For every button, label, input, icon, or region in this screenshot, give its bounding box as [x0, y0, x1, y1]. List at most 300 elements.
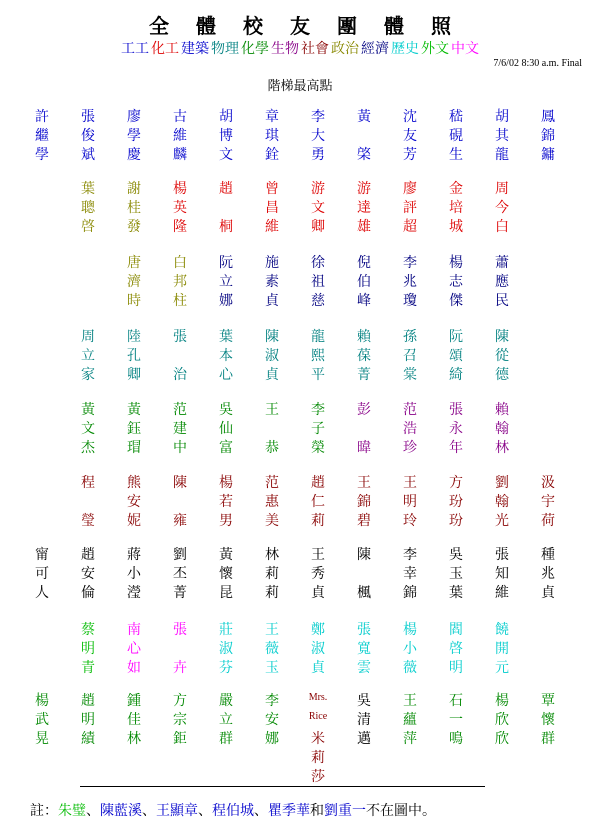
name-char: 心: [127, 641, 141, 657]
name-char: 玉: [265, 660, 279, 676]
name-char: 許: [35, 109, 49, 125]
note-name: 程伯城: [212, 803, 254, 819]
name-char: 錦: [357, 494, 371, 510]
name-char: 珍: [403, 440, 417, 456]
name-char: 明: [403, 494, 417, 510]
name-char: [76, 493, 100, 512]
person-name: [122, 621, 146, 678]
name-char: 聰: [81, 200, 95, 216]
person-name: [76, 692, 100, 749]
person-name: [398, 474, 422, 531]
name-char: 治: [173, 367, 187, 383]
person-name: [122, 328, 146, 385]
person-name: [30, 546, 54, 603]
person-name: [444, 328, 468, 385]
name-char: 英: [173, 200, 187, 216]
name-char: 佳: [127, 712, 141, 728]
person-name: [306, 474, 330, 531]
name-char: 游: [311, 181, 325, 197]
name-char: 娜: [219, 293, 233, 309]
person-name: [352, 621, 376, 678]
name-char: 貞: [265, 367, 279, 383]
name-char: 閻: [449, 622, 463, 638]
name-char: 文: [219, 147, 233, 163]
name-char: 米: [311, 731, 325, 747]
name-char: 楊: [495, 693, 509, 709]
name-char: 青: [81, 660, 95, 676]
name-char: 范: [265, 475, 279, 491]
name-char: 安: [127, 494, 141, 510]
person-name: [214, 108, 238, 165]
name-char: 宗: [173, 712, 187, 728]
name-char: 玢: [449, 494, 463, 510]
person-name: [122, 254, 146, 311]
note-name: 瞿季華: [268, 803, 310, 819]
name-char: 雲: [357, 660, 371, 676]
name-char: 孫: [403, 329, 417, 345]
name-char: 葉: [449, 585, 463, 601]
person-name: [168, 474, 192, 531]
name-char: 昌: [265, 200, 279, 216]
person-name: [306, 621, 330, 678]
name-char: 南: [127, 622, 141, 638]
name-char: 慈: [311, 293, 325, 309]
name-char: 浩: [403, 421, 417, 437]
person-name: [122, 180, 146, 237]
person-name: [536, 546, 560, 603]
name-char: 家: [81, 367, 95, 383]
person-name: [214, 180, 238, 237]
note-name: 、: [254, 803, 268, 819]
name-char: 林: [127, 731, 141, 747]
person-name: [260, 108, 284, 165]
person-name: [444, 254, 468, 311]
name-char: [168, 640, 192, 659]
name-char: 葉: [81, 181, 95, 197]
name-char: 楊: [173, 181, 187, 197]
person-name: [214, 546, 238, 603]
name-char: 玉: [449, 566, 463, 582]
name-char: 趙: [81, 693, 95, 709]
name-char: 黃: [127, 402, 141, 418]
name-char: 杰: [81, 440, 95, 456]
name-char: 陸: [127, 329, 141, 345]
name-char: 培: [449, 200, 463, 216]
person-name: [301, 692, 335, 787]
name-char: 富: [219, 440, 233, 456]
name-char: 兆: [541, 566, 555, 582]
department-label: 政治: [331, 41, 359, 57]
name-char: 蕭: [495, 255, 509, 271]
name-char: 元: [495, 660, 509, 676]
name-char: 平: [311, 367, 325, 383]
name-char: 仙: [219, 421, 233, 437]
person-name: [398, 546, 422, 603]
name-char: 蔣: [127, 547, 141, 563]
name-char: 一: [449, 712, 463, 728]
note-name: 、: [198, 803, 212, 819]
name-char: 黃: [219, 547, 233, 563]
person-name: [398, 401, 422, 458]
person-name: [398, 180, 422, 237]
name-char: 小: [403, 641, 417, 657]
person-name: [490, 328, 514, 385]
person-name: [352, 328, 376, 385]
person-name: [122, 401, 146, 458]
name-char: 學: [35, 147, 49, 163]
person-name: [76, 180, 100, 237]
name-char: [168, 347, 192, 366]
person-name: [490, 108, 514, 165]
name-char: 妮: [127, 513, 141, 529]
name-char: 文: [311, 200, 325, 216]
department-label: 化工: [151, 41, 179, 57]
name-char: 安: [265, 712, 279, 728]
name-char: 白: [173, 255, 187, 271]
name-char: 淑: [219, 641, 233, 657]
person-name: [490, 474, 514, 531]
person-name: [444, 108, 468, 165]
name-char: 棨: [357, 147, 371, 163]
department-label: 建築: [181, 41, 209, 57]
name-char: 楊: [449, 255, 463, 271]
person-name: [122, 692, 146, 749]
name-char: 群: [541, 731, 555, 747]
name-char: 蘊: [403, 712, 417, 728]
name-char: 李: [311, 109, 325, 125]
name-char: 兆: [403, 274, 417, 290]
name-char: 武: [35, 712, 49, 728]
name-char: 績: [81, 731, 95, 747]
name-char: 桐: [219, 219, 233, 235]
name-char: 鳴: [449, 731, 463, 747]
page-title: 全體校友團體照: [149, 14, 478, 38]
name-char: 峰: [357, 293, 371, 309]
name-char: 柱: [173, 293, 187, 309]
name-char: 王: [311, 547, 325, 563]
name-char: 榮: [311, 440, 325, 456]
person-name: [260, 180, 284, 237]
name-char: 王: [265, 622, 279, 638]
name-char: 廖: [403, 181, 417, 197]
date-label: 7/6/02 8:30 a.m. Final: [493, 58, 582, 69]
name-char: 開: [495, 641, 509, 657]
person-name: [490, 546, 514, 603]
name-char: 李: [403, 547, 417, 563]
name-char: 楊: [35, 693, 49, 709]
name-char: 安: [81, 566, 95, 582]
person-name: [490, 254, 514, 311]
person-name: [352, 474, 376, 531]
name-char: 王: [403, 693, 417, 709]
note-name: 、: [86, 803, 100, 819]
person-name: [168, 254, 192, 311]
name-char: 子: [311, 421, 325, 437]
name-char: 莊: [219, 622, 233, 638]
name-char: 謝: [127, 181, 141, 197]
name-char: 王: [357, 475, 371, 491]
name-char: 中: [173, 440, 187, 456]
name-char: 嚴: [219, 693, 233, 709]
name-char: 琪: [265, 128, 279, 144]
name-char: 楊: [403, 622, 417, 638]
name-char: 若: [219, 494, 233, 510]
name-char: 硯: [449, 128, 463, 144]
name-char: 石: [449, 693, 463, 709]
person-name: [168, 401, 192, 458]
name-char: 黃: [81, 402, 95, 418]
name-char: 卉: [173, 660, 187, 676]
name-char: 菁: [357, 367, 371, 383]
name-char: 維: [495, 585, 509, 601]
name-char: 懷: [219, 566, 233, 582]
name-char: 莉: [311, 513, 325, 529]
name-char: 立: [81, 348, 95, 364]
name-char: 男: [219, 513, 233, 529]
name-char: 昆: [219, 585, 233, 601]
name-char: 瑩: [81, 513, 95, 529]
name-char: 學: [127, 128, 141, 144]
name-char: 玢: [449, 513, 463, 529]
name-char: [168, 493, 192, 512]
name-char: 劉: [495, 475, 509, 491]
name-char: 阮: [449, 329, 463, 345]
name-char: 鍾: [127, 693, 141, 709]
name-char: 劉: [173, 547, 187, 563]
name-char: 懷: [541, 712, 555, 728]
name-char: 雄: [357, 219, 371, 235]
person-name: [260, 546, 284, 603]
name-char: 嵇: [449, 109, 463, 125]
person-name: [168, 692, 192, 749]
name-char: 萍: [403, 731, 417, 747]
name-char: 立: [219, 712, 233, 728]
department-label: 歷史: [391, 41, 419, 57]
name-char: 阮: [219, 255, 233, 271]
name-char: 美: [265, 513, 279, 529]
person-name: [76, 546, 100, 603]
name-char: 沈: [403, 109, 417, 125]
name-char: 鉅: [173, 731, 187, 747]
name-char: 周: [81, 329, 95, 345]
person-name: [260, 474, 284, 531]
name-char: 張: [357, 622, 371, 638]
name-char: 黃: [357, 109, 371, 125]
person-name: [76, 621, 100, 678]
person-name: [214, 474, 238, 531]
name-char: 吳: [449, 547, 463, 563]
person-name: [168, 180, 192, 237]
note-prefix: 註：: [30, 803, 58, 819]
name-char: 鏞: [541, 147, 555, 163]
name-char: 銓: [265, 147, 279, 163]
name-char: 頌: [449, 348, 463, 364]
person-name: [352, 108, 376, 165]
name-char: 慶: [127, 147, 141, 163]
name-char: 大: [311, 128, 325, 144]
name-char: 卿: [127, 367, 141, 383]
person-name: [306, 254, 330, 311]
person-name: [260, 621, 284, 678]
name-char: 貞: [265, 293, 279, 309]
name-char: 民: [495, 293, 509, 309]
name-char: 葉: [219, 329, 233, 345]
name-char: 張: [495, 547, 509, 563]
name-char: 立: [219, 274, 233, 290]
name-char: [214, 199, 238, 218]
name-char: 今: [495, 200, 509, 216]
name-char: 欣: [495, 712, 509, 728]
name-char: 素: [265, 274, 279, 290]
name-char: 莉: [265, 585, 279, 601]
name-char: 碧: [357, 513, 371, 529]
name-char: 知: [495, 566, 509, 582]
department-label: 外文: [421, 41, 449, 57]
name-char: 傑: [449, 293, 463, 309]
name-char: 唐: [127, 255, 141, 271]
name-char: 志: [449, 274, 463, 290]
name-char: 金: [449, 181, 463, 197]
name-char: 方: [173, 693, 187, 709]
name-char: 楊: [219, 475, 233, 491]
person-name: [306, 328, 330, 385]
name-char: 卿: [311, 219, 325, 235]
name-char: 范: [173, 402, 187, 418]
person-name: [444, 546, 468, 603]
name-char: 從: [495, 348, 509, 364]
name-char: 仁: [311, 494, 325, 510]
name-char: 貞: [311, 660, 325, 676]
name-char: 啓: [449, 641, 463, 657]
name-char: 啓: [81, 219, 95, 235]
person-name: [260, 692, 284, 749]
name-char: 桂: [127, 200, 141, 216]
name-char: 幸: [403, 566, 417, 582]
name-char: 賴: [357, 329, 371, 345]
name-char: [352, 565, 376, 584]
name-char: 瀅: [127, 585, 141, 601]
name-char: 賴: [495, 402, 509, 418]
person-name: [214, 692, 238, 749]
divider-line: [80, 786, 485, 787]
name-char: 文: [81, 421, 95, 437]
person-name: [536, 692, 560, 749]
name-char: 建: [173, 421, 187, 437]
name-char: 邦: [173, 274, 187, 290]
note-name: 朱璧: [58, 803, 86, 819]
name-char: 超: [403, 219, 417, 235]
person-name: [168, 328, 192, 385]
person-name: [490, 180, 514, 237]
name-char: 施: [265, 255, 279, 271]
name-char: 勇: [311, 147, 325, 163]
person-name: [490, 401, 514, 458]
name-char: 龍: [311, 329, 325, 345]
department-label: 經濟: [361, 41, 389, 57]
person-name: [398, 108, 422, 165]
note-name: 、: [142, 803, 156, 819]
name-char: 甯: [35, 547, 49, 563]
person-name: [444, 621, 468, 678]
name-char: 翰: [495, 494, 509, 510]
note-name: 王顯章: [156, 803, 198, 819]
name-char: 熊: [127, 475, 141, 491]
name-char: 倪: [357, 255, 371, 271]
name-char: 楓: [357, 585, 371, 601]
name-char: 晃: [35, 731, 49, 747]
name-char: 廖: [127, 109, 141, 125]
name-char: 可: [35, 566, 49, 582]
name-char: 翰: [495, 421, 509, 437]
name-char: 趙: [219, 181, 233, 197]
name-char: 小: [127, 566, 141, 582]
name-char: 古: [173, 109, 187, 125]
person-name: [398, 328, 422, 385]
person-name: [352, 546, 376, 603]
name-char: 范: [403, 402, 417, 418]
name-char: 菁: [173, 585, 187, 601]
name-char: 人: [35, 585, 49, 601]
name-char: 莉: [265, 566, 279, 582]
name-char: 張: [173, 329, 187, 345]
name-char: 錦: [541, 128, 555, 144]
name-char: 貞: [311, 585, 325, 601]
name-char: 李: [403, 255, 417, 271]
name-char: 方: [449, 475, 463, 491]
person-name: [214, 401, 238, 458]
name-char: 汲: [541, 475, 555, 491]
name-char: 生: [449, 147, 463, 163]
name-char: 維: [265, 219, 279, 235]
name-char: 評: [403, 200, 417, 216]
person-name: [122, 108, 146, 165]
department-label: 社會: [301, 41, 329, 57]
person-name: [352, 692, 376, 749]
name-char: 心: [219, 367, 233, 383]
name-char: 吳: [219, 402, 233, 418]
name-char: 葆: [357, 348, 371, 364]
name-char: 曾: [265, 181, 279, 197]
name-char: 欣: [495, 731, 509, 747]
name-char: 胡: [219, 109, 233, 125]
department-label: 物理: [211, 41, 239, 57]
name-char: 繼: [35, 128, 49, 144]
name-char: 薇: [403, 660, 417, 676]
name-char: 邁: [357, 731, 371, 747]
name-char: 瓊: [403, 293, 417, 309]
name-char: 隆: [173, 219, 187, 235]
person-name: [76, 328, 100, 385]
name-char: 倫: [81, 585, 95, 601]
name-char: 芬: [219, 660, 233, 676]
name-char: 麟: [173, 147, 187, 163]
name-char: 鈺: [127, 421, 141, 437]
name-char: 李: [311, 402, 325, 418]
name-char: 張: [173, 622, 187, 638]
person-name: [306, 108, 330, 165]
name-char: 清: [357, 712, 371, 728]
name-char: 章: [265, 109, 279, 125]
name-char: 孔: [127, 348, 141, 364]
person-name: [76, 401, 100, 458]
name-char: 城: [449, 219, 463, 235]
name-char: 熙: [311, 348, 325, 364]
name-char: 陳: [173, 475, 187, 491]
name-char: 秀: [311, 566, 325, 582]
name-char: 蔡: [81, 622, 95, 638]
name-char: 陳: [495, 329, 509, 345]
name-char: 趙: [81, 547, 95, 563]
